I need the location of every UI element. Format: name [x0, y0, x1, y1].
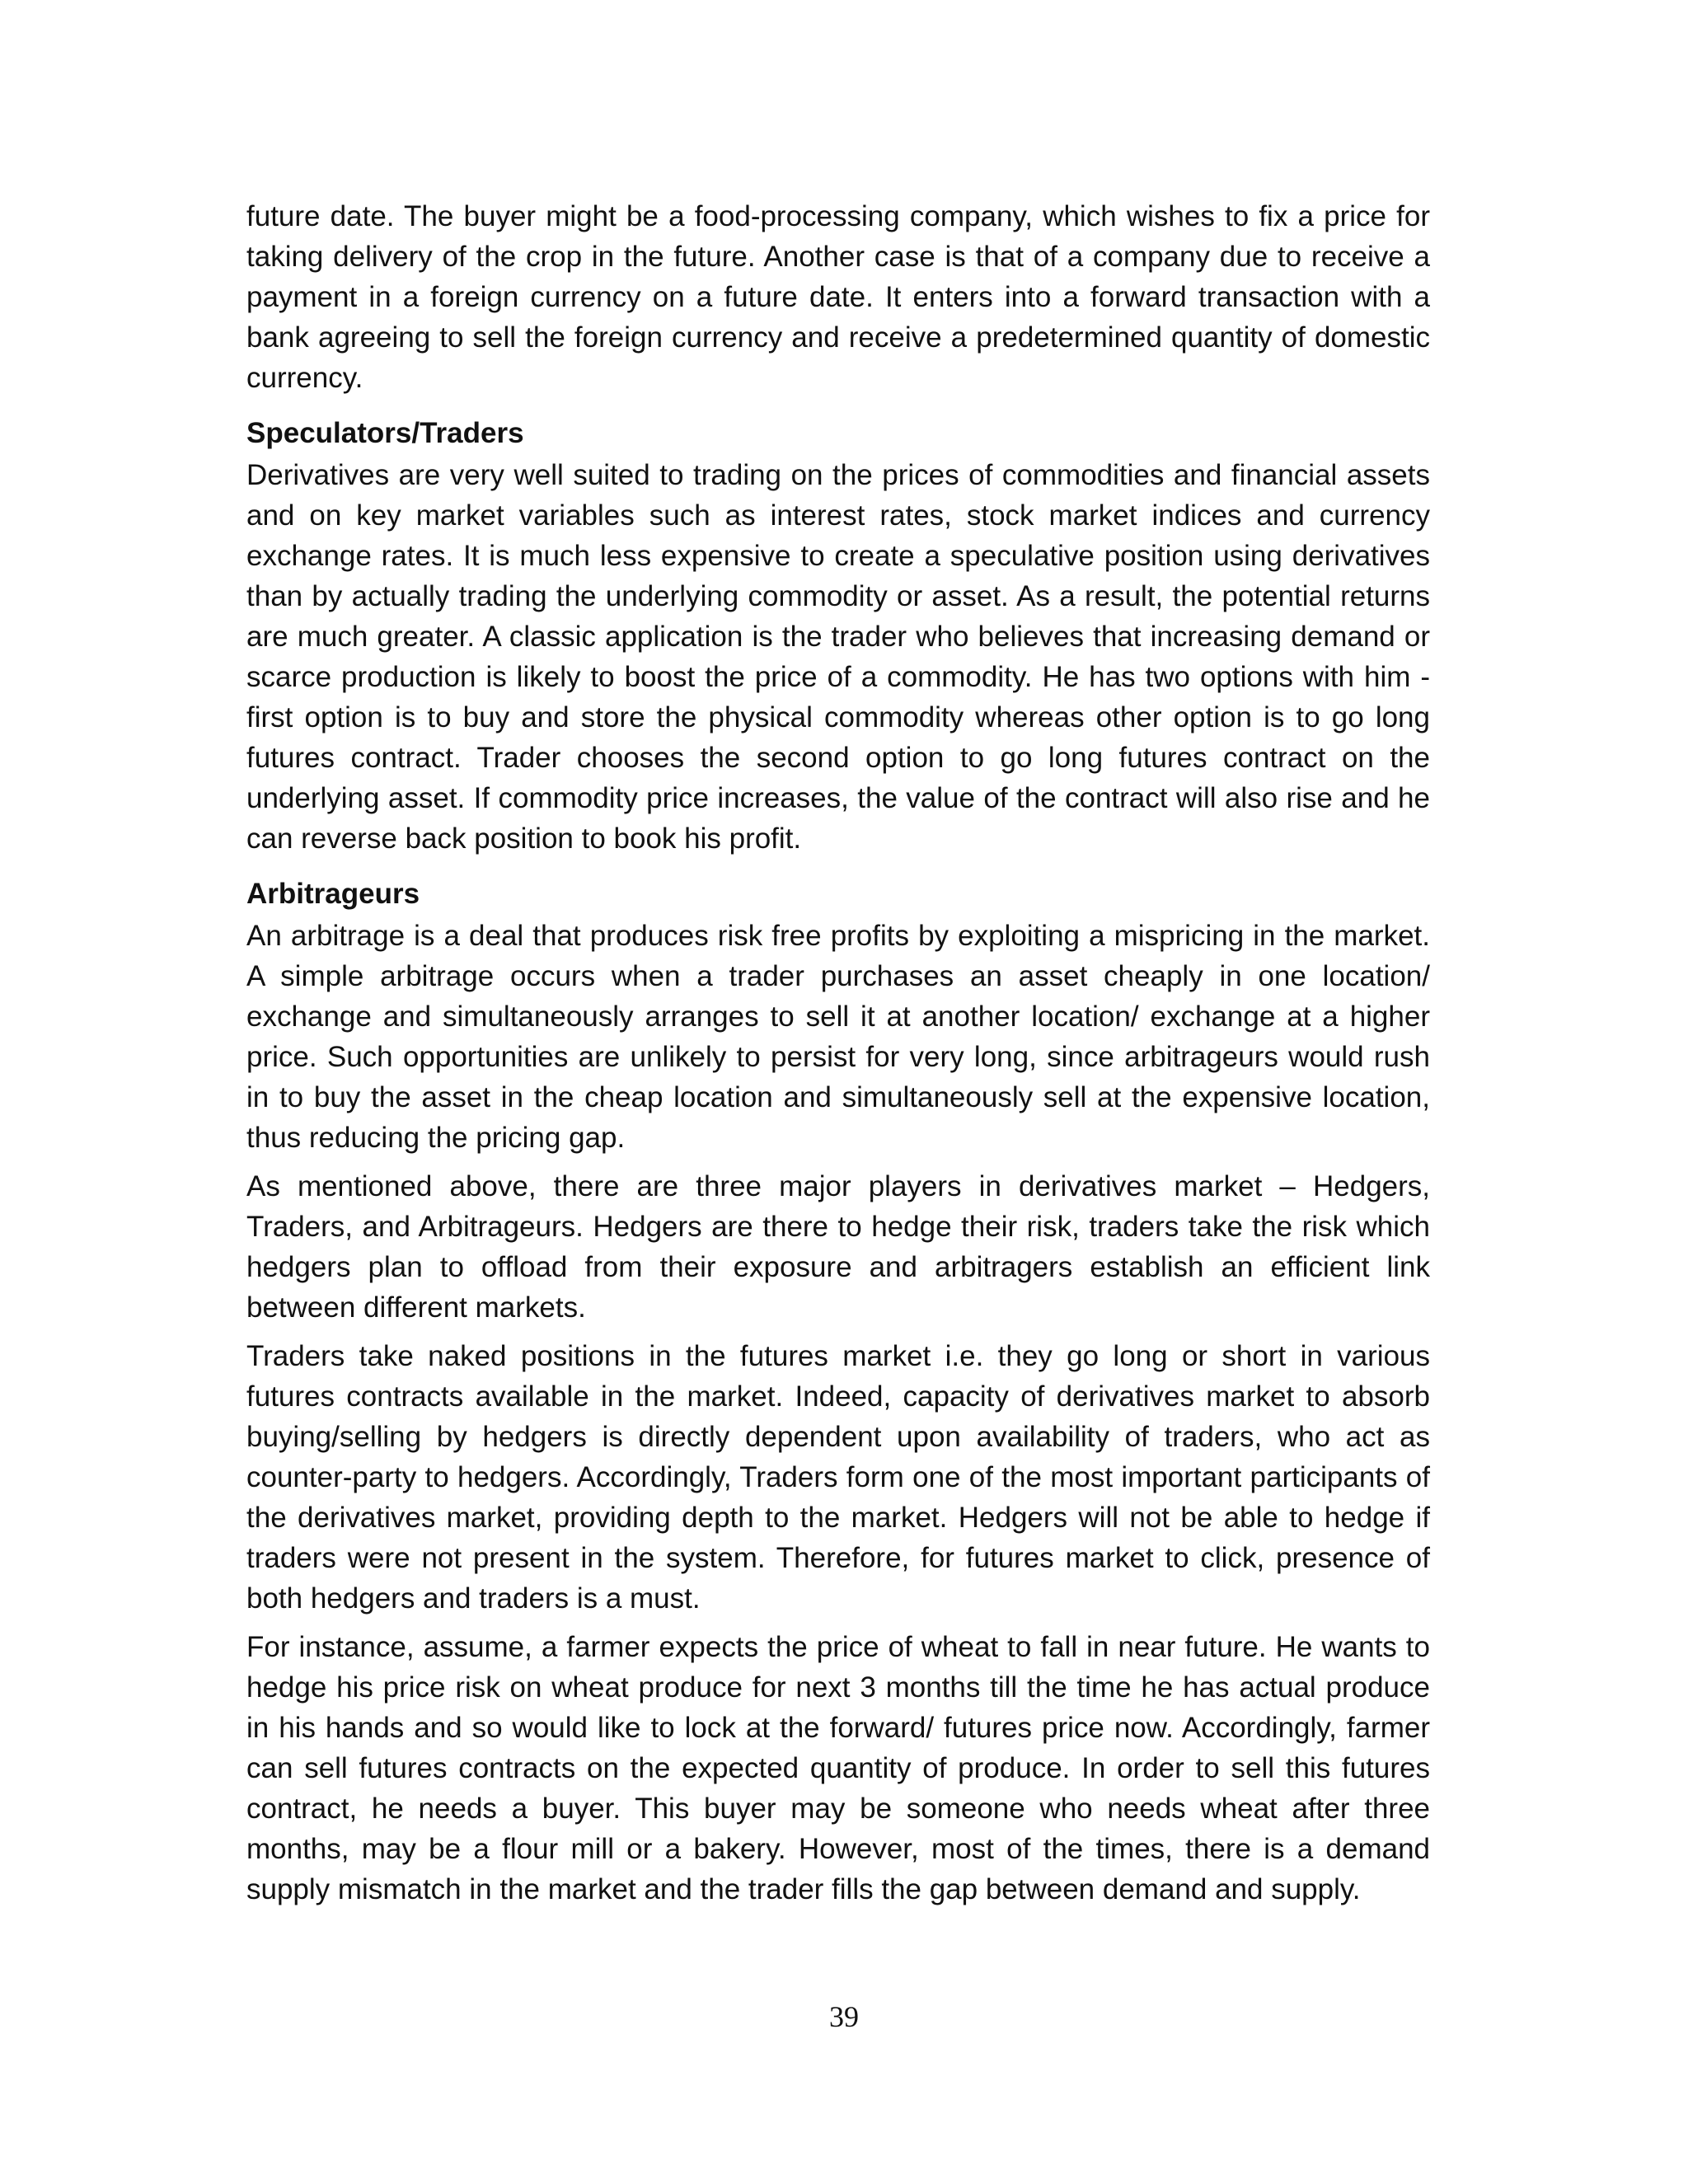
- heading-speculators-traders: Speculators/Traders: [246, 417, 524, 449]
- paragraph-arbitrageurs: An arbitrage is a deal that produces risk free profits by exploiting a mispricing in the market. A simple arbitrage occurs when a trader purchases an asset cheaply in one location/ exchange and simultaneously arranges to sell it at another location/ exchange at a higher price. Such opportunities are unlikely to persist for very long, since arbitrageurs would rush in to buy the asset in the cheap location and simultaneously sell at the expensive location, thus reducing the pricing gap.: [246, 920, 1430, 1154]
- paragraph-traders-positions: Traders take naked positions in the futures market i.e. they go long or short in various futures contracts available in the market. Indeed, capacity of derivatives market to absorb buying/selling by hedgers is directly dependent upon availability of traders, who act as counter-party to hedgers. Accordingly, Traders form one of the most important participants of the derivatives market, providing depth to the market. Hedgers will not be able to hedge if traders were not present in the system. Therefore, for futures market to click, presence of both hedgers and traders is a must.: [246, 1340, 1430, 1615]
- paragraph-players: As mentioned above, there are three major players in derivatives market – Hedgers, Traders, and Arbitrageurs. Hedgers are there to hedge their risk, traders take the risk which hedgers plan to offload from their exposure and arbitragers establish an efficient link between different markets.: [246, 1170, 1430, 1324]
- paragraph-speculators: Derivatives are very well suited to trading on the prices of commodities and financial assets and on key market variables such as interest rates, stock market indices and currency exchange rates. It is much less expensive to create a speculative position using derivatives than by actually trading the underlying commodity or asset. As a result, the potential returns are much greater. A classic application is the trader who believes that increasing demand or scarce production is likely to boost the price of a commodity. He has two options with him - first option is to buy and store the physical commodity whereas other option is to go long futures contract. Trader chooses the second option to go long futures contract on the underlying asset. If commodity price increases, the value of the contract will also rise and he can reverse back position to book his profit.: [246, 459, 1430, 855]
- paragraph-farmer-example: For instance, assume, a farmer expects the price of wheat to fall in near future. He wants to hedge his price risk on wheat produce for next 3 months till the time he has actual produce in his hands and so would like to lock at the forward/ futures price now. Accordingly, farmer can sell futures contracts on the expected quantity of produce. In order to sell this futures contract, he needs a buyer. This buyer may be someone who needs wheat after three months, may be a flour mill or a bakery. However, most of the times, there is a demand supply mismatch in the market and the trader fills the gap between demand and supply.: [246, 1631, 1430, 1905]
- page-number: 39: [829, 2000, 859, 2033]
- paragraph-intro: future date. The buyer might be a food-processing company, which wishes to fix a price for taking delivery of the crop in the future. Another case is that of a company due to receive a payment in a foreign currency on a future date. It enters into a forward transaction with a bank agreeing to sell the foreign currency and receive a predetermined quantity of domestic currency.: [246, 200, 1430, 394]
- page-body: [246, 196, 1430, 1910]
- heading-arbitrageurs: Arbitrageurs: [246, 878, 420, 910]
